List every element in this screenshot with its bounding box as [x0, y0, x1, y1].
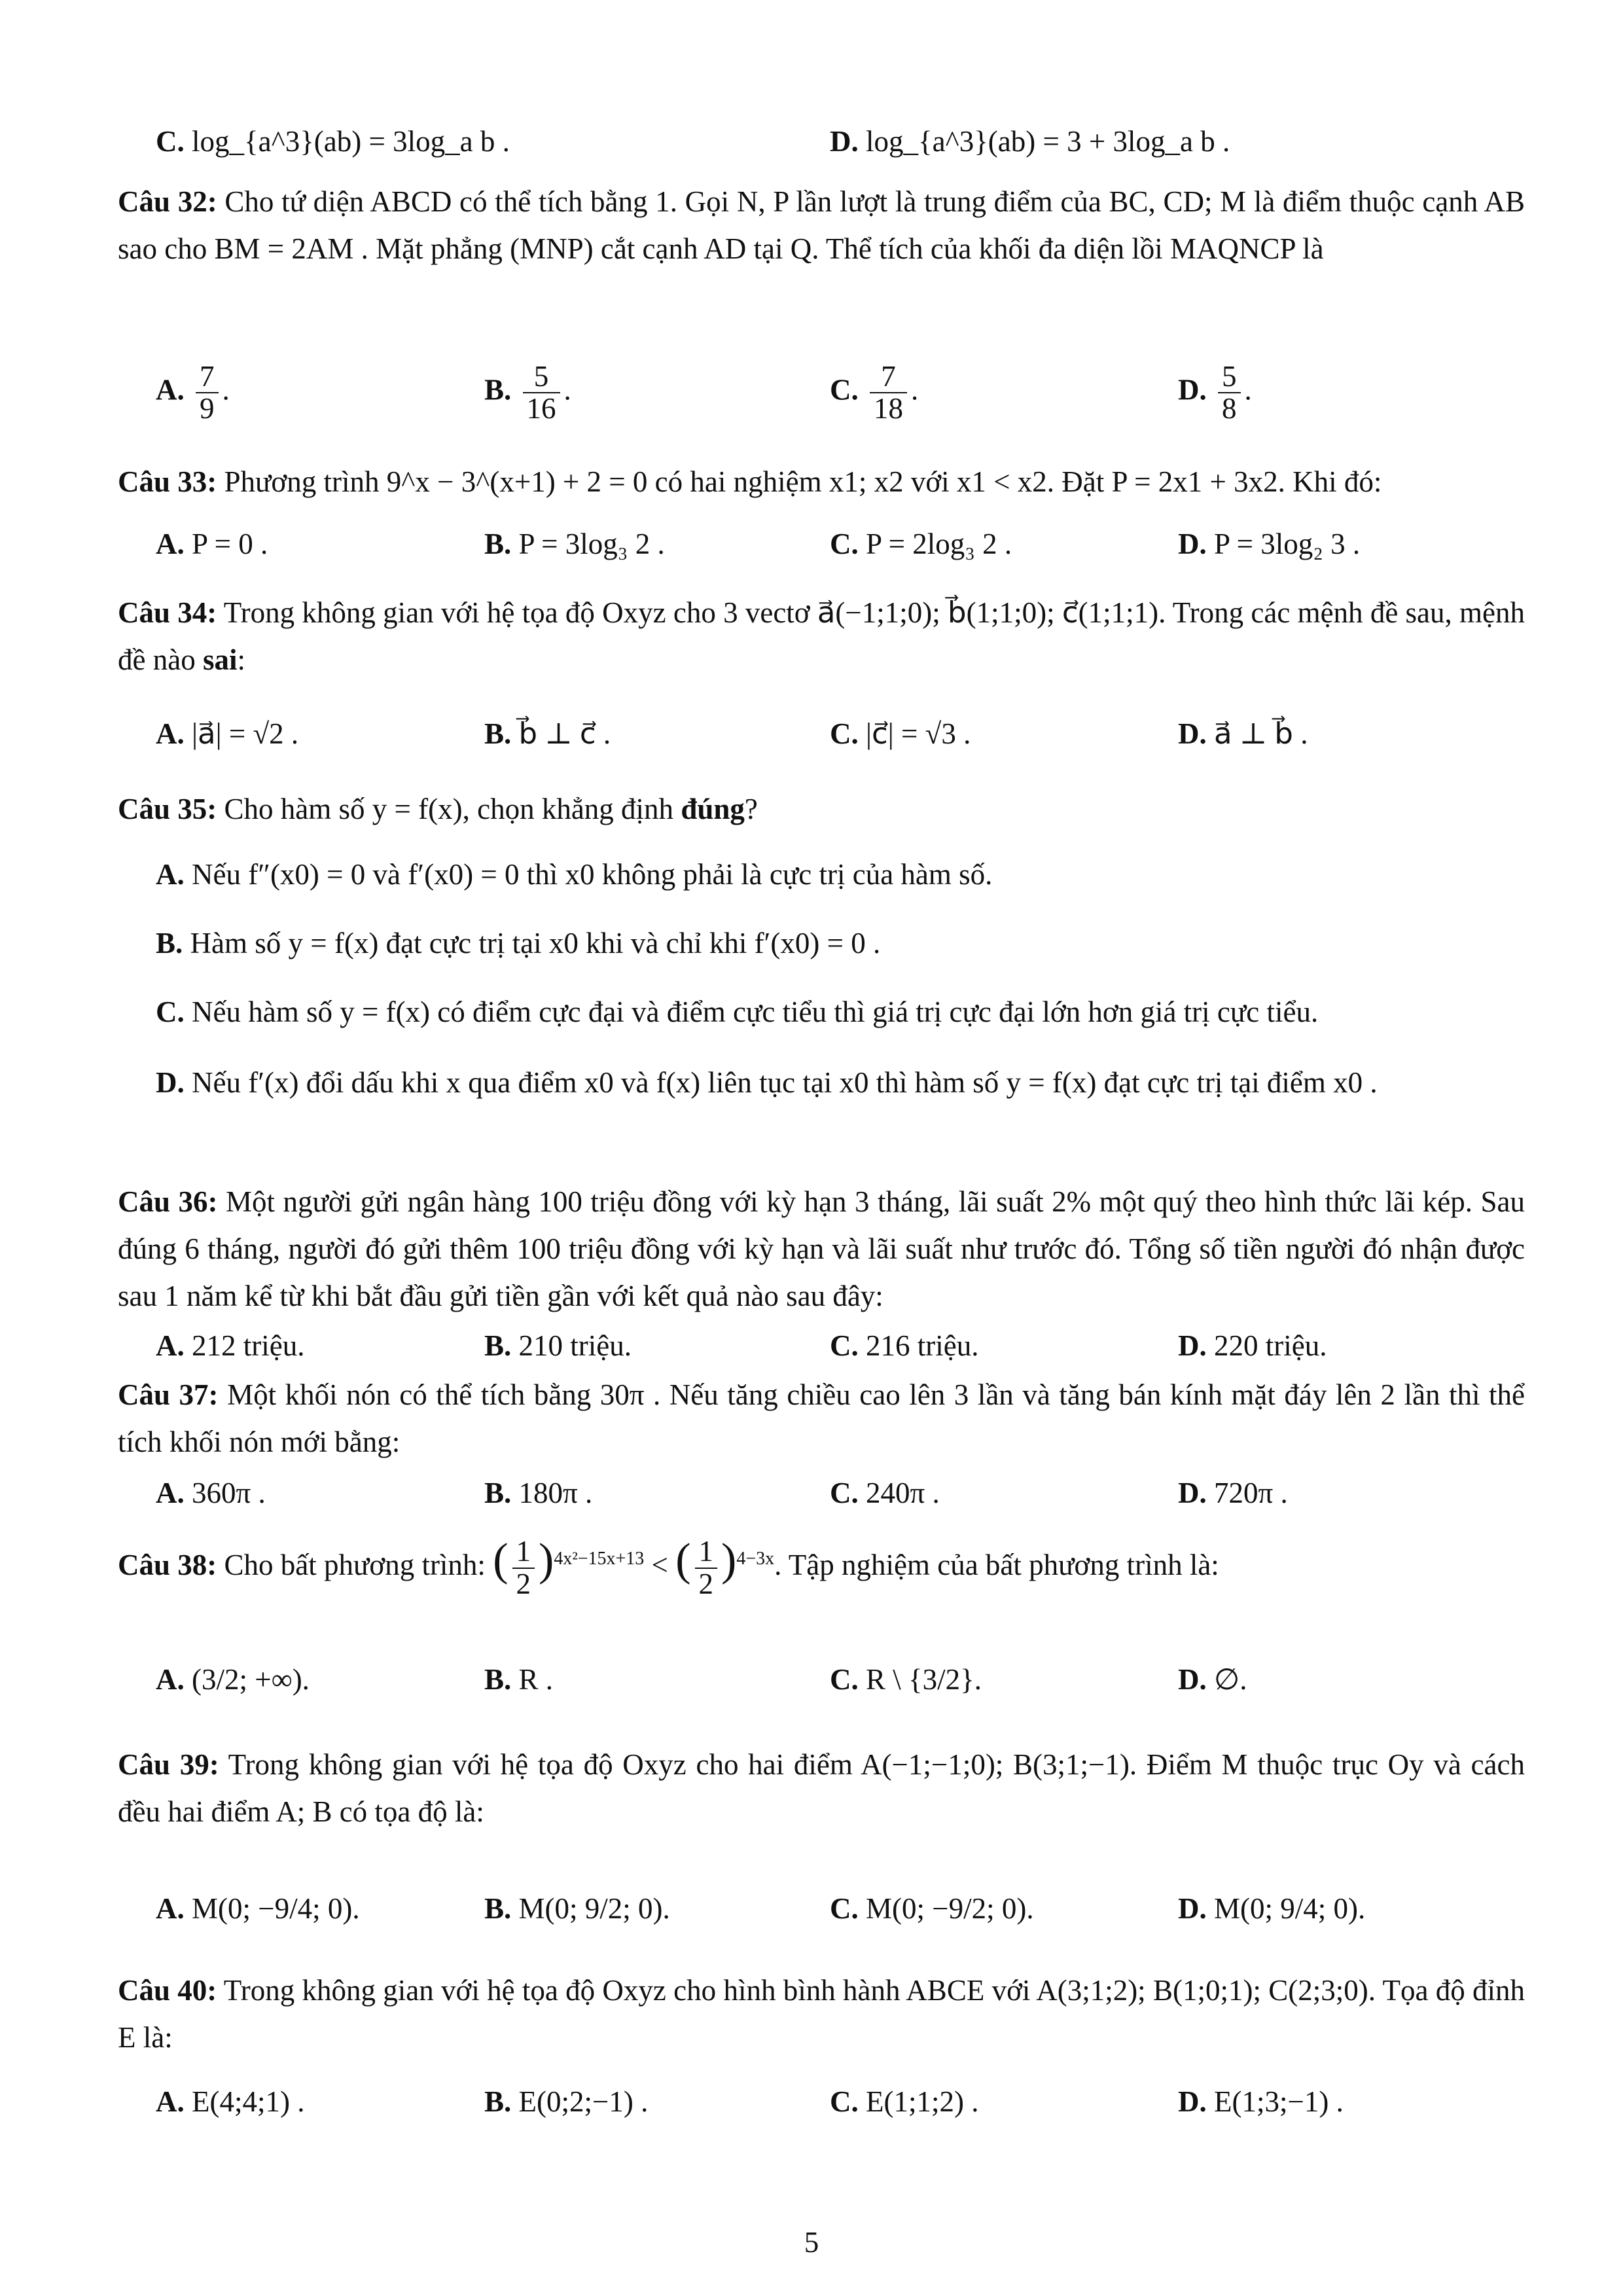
q33-option-c-label: C.: [830, 528, 859, 560]
q37-option-b[interactable]: [484, 1469, 592, 1516]
question-32: [118, 178, 1525, 272]
q32-d-num: 5: [1218, 361, 1241, 393]
q32-a-num: 7: [196, 361, 219, 393]
q36-text: Một người gửi ngân hàng 100 triệu đồng với kỳ hạn 3 tháng, lãi suất 2% một quý theo hình thức lãi kép. Sau đúng 6 tháng, người đó gửi thêm 100 triệu đồng với kỳ hạn và lãi suất như trước đó. Tổng số tiền người đó nhận được sau 1 năm kể từ khi bắt đầu gửi tiền gần với kết quả nào sau đây:: [118, 1185, 1525, 1312]
q32-c-num: 7: [870, 361, 907, 393]
q34-option-c-label: C.: [830, 717, 859, 750]
q34-option-d-label: D.: [1178, 717, 1207, 750]
q38-text-end: . Tập nghiệm của bất phương trình là:: [774, 1549, 1219, 1581]
q38-option-b-text: R .: [518, 1663, 554, 1696]
q36-label: Câu 36:: [118, 1185, 218, 1218]
q40-option-a[interactable]: [156, 2078, 304, 2125]
q32-option-d[interactable]: D. $\frac{5}{8}$ .: [1178, 360, 1252, 425]
q34-options: [156, 710, 1530, 769]
q32-option-a-label: A.: [156, 373, 185, 406]
q40-label: Câu 40:: [118, 1974, 217, 2007]
q36-option-b-label: B.: [484, 1329, 512, 1362]
q31-option-d[interactable]: D. log_{a^3}(ab) = 3 + 3log_a b .: [830, 125, 1230, 158]
q39-option-b-text: M(0; 9/2; 0).: [518, 1892, 670, 1925]
q40-option-d-text: E(1;3;−1) .: [1214, 2085, 1344, 2118]
q35-option-c[interactable]: C. Nếu hàm số y = f(x) có điểm cực đại và điểm cực tiểu thì giá trị cực đại lớn hơn giá trị cực tiểu.: [156, 996, 1319, 1028]
q34-label: Câu 34:: [118, 596, 217, 629]
page-number: 5: [804, 2226, 819, 2259]
q39-option-c[interactable]: [830, 1885, 1034, 1932]
q35-option-b[interactable]: B. Hàm số y = f(x) đạt cực trị tại x0 khi và chỉ khi f′(x0) = 0 .: [156, 927, 881, 960]
q32-option-b-label: B.: [484, 373, 512, 406]
q33-text: Phương trình 9^x − 3^(x+1) + 2 = 0 có hai nghiệm x1; x2 với x1 < x2. Đặt P = 2x1 + 3x2. Khi đó:: [224, 465, 1382, 498]
q34-text-end: :: [237, 643, 245, 676]
q40-option-b-text: E(0;2;−1) .: [518, 2085, 649, 2118]
q37-option-c[interactable]: [830, 1469, 940, 1516]
q35-text: Cho hàm số y = f(x), chọn khẳng định: [224, 793, 674, 825]
q35-option-a-text: Nếu f″(x0) = 0 và f′(x0) = 0 thì x0 không phải là cực trị của hàm số.: [192, 858, 993, 891]
q38-exponent-1: 4x²−15x+13: [554, 1549, 645, 1569]
q37-option-c-label: C.: [830, 1477, 859, 1509]
q34-option-b-label: B.: [484, 717, 512, 750]
q37-option-d[interactable]: [1178, 1469, 1288, 1516]
q33-option-b-label: B.: [484, 528, 512, 560]
q38-text: Cho bất phương trình:: [224, 1549, 486, 1581]
question-38: Câu 38: Cho bất phương trình: ( $\frac{1}{2}$ )$^{4x^2-15x+13}$ < ( $\frac{1}{2}$ )$^{4-3x}$. Tập nghiệm của bất phương trình là:: [118, 1535, 1219, 1600]
q40-option-c-label: C.: [830, 2085, 859, 2118]
q35-emph: đúng: [681, 793, 745, 825]
q33-option-a-text: P = 0 .: [192, 528, 268, 560]
q37-option-b-text: 180π .: [518, 1477, 593, 1509]
q37-label: Câu 37:: [118, 1378, 219, 1411]
question-33: [118, 458, 1525, 505]
q34-option-d-text: a⃗ ⊥ b⃗ .: [1214, 717, 1308, 750]
q35-option-a[interactable]: A. Nếu f″(x0) = 0 và f′(x0) = 0 thì x0 không phải là cực trị của hàm số.: [156, 858, 993, 891]
q40-option-d-label: D.: [1178, 2085, 1207, 2118]
q36-option-a-text: 212 triệu.: [192, 1329, 305, 1362]
q37-option-c-text: 240π .: [866, 1477, 940, 1509]
q38-option-a-text: (3/2; +∞).: [192, 1663, 310, 1696]
q40-option-c[interactable]: [830, 2078, 978, 2125]
q37-option-a-label: A.: [156, 1477, 185, 1509]
q34-option-c[interactable]: [830, 710, 971, 757]
q40-option-a-label: A.: [156, 2085, 185, 2118]
q33-option-a-label: A.: [156, 528, 185, 560]
q40-option-c-text: E(1;1;2) .: [866, 2085, 979, 2118]
q32-d-den: 8: [1222, 392, 1237, 425]
q34-option-a-text: |a⃗| = √2 .: [192, 717, 299, 750]
question-34: [118, 589, 1525, 683]
q39-options: [156, 1885, 1530, 1944]
q40-option-d[interactable]: [1178, 2078, 1344, 2125]
q37-option-d-label: D.: [1178, 1477, 1207, 1509]
q34-option-b[interactable]: [484, 710, 611, 757]
q35-label: Câu 35:: [118, 793, 217, 825]
q31-option-c[interactable]: C. log_{a^3}(ab) = 3log_a b .: [156, 125, 510, 158]
q39-label: Câu 39:: [118, 1748, 219, 1781]
q40-text: Trong không gian với hệ tọa độ Oxyz cho hình bình hành ABCE với A(3;1;2); B(1;0;1); C(2;3;0). Tọa độ đỉnh E là:: [118, 1974, 1525, 2054]
q36-option-b[interactable]: [484, 1322, 632, 1369]
q39-option-a[interactable]: [156, 1885, 360, 1932]
q37-option-b-label: B.: [484, 1477, 512, 1509]
q38-option-b[interactable]: [484, 1656, 553, 1703]
q38-option-a-label: A.: [156, 1663, 185, 1696]
q37-text: Một khối nón có thể tích bằng 30π . Nếu tăng chiều cao lên 3 lần và tăng bán kính mặt đáy lên 2 lần thì thể tích khối nón mới bằng:: [118, 1378, 1525, 1458]
q31-option-d-text: log_{a^3}(ab) = 3 + 3log_a b .: [866, 125, 1230, 158]
q36-option-c[interactable]: [830, 1322, 978, 1369]
q34-option-c-text: |c⃗| = √3 .: [866, 717, 971, 750]
q40-option-b[interactable]: [484, 2078, 648, 2125]
q39-option-d[interactable]: [1178, 1885, 1365, 1932]
q38-option-d[interactable]: [1178, 1656, 1247, 1703]
q36-option-c-label: C.: [830, 1329, 859, 1362]
q40-options: [156, 2078, 1530, 2137]
q38-options: [156, 1656, 1530, 1715]
q39-option-b[interactable]: [484, 1885, 670, 1932]
q38-option-c-label: C.: [830, 1663, 859, 1696]
q34-option-a-label: A.: [156, 717, 185, 750]
q33-option-b-text: P = 3log₃ 2 .: [518, 528, 665, 560]
q34-emph: sai: [202, 643, 238, 676]
q31-option-c-text: log_{a^3}(ab) = 3log_a b .: [192, 125, 510, 158]
q35-option-c-text: Nếu hàm số y = f(x) có điểm cực đại và điểm cực tiểu thì giá trị cực đại lớn hơn giá trị cực tiểu.: [192, 996, 1319, 1028]
question-36: [118, 1178, 1525, 1319]
question-39: [118, 1741, 1525, 1835]
q32-label: Câu 32:: [118, 185, 217, 218]
q35-option-b-text: Hàm số y = f(x) đạt cực trị tại x0 khi và chỉ khi f′(x0) = 0 .: [190, 927, 881, 960]
q38-option-d-label: D.: [1178, 1663, 1207, 1696]
q36-option-a-label: A.: [156, 1329, 185, 1362]
q32-option-b[interactable]: B. $\frac{5}{16}$ .: [484, 360, 571, 425]
q40-option-a-text: E(4;4;1) .: [192, 2085, 305, 2118]
q35-option-d[interactable]: D. Nếu f′(x) đổi dấu khi x qua điểm x0 và f(x) liên tục tại x0 thì hàm số y = f(x) đạt cực trị tại điểm x0 .: [156, 1066, 1378, 1099]
q35-option-d-text: Nếu f′(x) đổi dấu khi x qua điểm x0 và f(x) liên tục tại x0 thì hàm số y = f(x) đạt cực trị tại điểm x0 .: [192, 1066, 1378, 1099]
q39-option-a-text: M(0; −9/4; 0).: [192, 1892, 360, 1925]
q38-option-d-text: ∅.: [1214, 1663, 1247, 1696]
q32-options: [156, 361, 1530, 440]
q36-option-d-text: 220 triệu.: [1214, 1329, 1327, 1362]
q38-option-a[interactable]: [156, 1656, 310, 1703]
q37-option-d-text: 720π .: [1214, 1477, 1288, 1509]
q39-option-c-label: C.: [830, 1892, 859, 1925]
q32-c-den: 18: [874, 392, 903, 425]
q33-option-a[interactable]: [156, 520, 268, 567]
q33-options: [156, 520, 1530, 579]
q38-option-c[interactable]: [830, 1656, 982, 1703]
q33-option-d[interactable]: [1178, 520, 1360, 567]
q39-text: Trong không gian với hệ tọa độ Oxyz cho hai điểm A(−1;−1;0); B(3;1;−1). Điểm M thuộc trục Oy và cách đều hai điểm A; B có tọa độ là:: [118, 1748, 1525, 1828]
q34-option-a[interactable]: [156, 710, 298, 757]
q32-option-c-label: C.: [830, 373, 859, 406]
q39-option-a-label: A.: [156, 1892, 185, 1925]
q33-label: Câu 33:: [118, 465, 217, 498]
q33-option-c-text: P = 2log₃ 2 .: [866, 528, 1012, 560]
q38-option-b-label: B.: [484, 1663, 512, 1696]
q36-option-c-text: 216 triệu.: [866, 1329, 979, 1362]
q38-label: Câu 38:: [118, 1549, 217, 1581]
q32-option-c[interactable]: C. $\frac{7}{18}$ .: [830, 360, 919, 425]
q40-option-b-label: B.: [484, 2085, 512, 2118]
q31-options: [156, 118, 1530, 177]
q38-exponent-2: 4−3x: [736, 1549, 775, 1569]
q33-option-b[interactable]: [484, 520, 665, 567]
q38-option-c-text: R \ {3/2}.: [866, 1663, 982, 1696]
q39-option-d-label: D.: [1178, 1892, 1207, 1925]
q33-option-d-label: D.: [1178, 528, 1207, 560]
q32-a-den: 9: [200, 392, 215, 425]
q36-option-b-text: 210 triệu.: [518, 1329, 632, 1362]
q32-option-a[interactable]: A. $\frac{7}{9}$ .: [156, 360, 230, 425]
q39-option-d-text: M(0; 9/4; 0).: [1214, 1892, 1366, 1925]
q32-b-num: 5: [523, 361, 560, 393]
q37-option-a[interactable]: [156, 1469, 266, 1516]
q36-option-d[interactable]: [1178, 1322, 1327, 1369]
question-37: [118, 1371, 1525, 1465]
q39-option-b-label: B.: [484, 1892, 512, 1925]
q36-option-a[interactable]: [156, 1322, 304, 1369]
q34-option-d[interactable]: [1178, 710, 1308, 757]
question-40: [118, 1967, 1525, 2061]
q32-option-d-label: D.: [1178, 373, 1207, 406]
q37-options: [156, 1469, 1530, 1528]
q33-option-c[interactable]: [830, 520, 1012, 567]
q34-option-b-text: b⃗ ⊥ c⃗ .: [518, 717, 611, 750]
q37-option-a-text: 360π .: [192, 1477, 266, 1509]
q36-option-d-label: D.: [1178, 1329, 1207, 1362]
q35-text-end: ?: [744, 793, 758, 825]
q32-b-den: 16: [526, 392, 556, 425]
q33-option-d-text: P = 3log₂ 3 .: [1214, 528, 1361, 560]
q32-text: Cho tứ diện ABCD có thể tích bằng 1. Gọi N, P lần lượt là trung điểm của BC, CD; M là điểm thuộc cạnh AB sao cho BM = 2AM . Mặt phẳng (MNP) cắt cạnh AD tại Q. Thể tích của khối đa diện lồi MAQNCP là: [118, 185, 1525, 265]
q39-option-c-text: M(0; −9/2; 0).: [866, 1892, 1034, 1925]
q34-text: Trong không gian với hệ tọa độ Oxyz cho 3 vectơ a⃗(−1;1;0); b⃗(1;1;0); c⃗(1;1;1). Trong các mệnh đề sau, mệnh đề nào: [118, 596, 1525, 676]
question-35: [118, 785, 1525, 833]
